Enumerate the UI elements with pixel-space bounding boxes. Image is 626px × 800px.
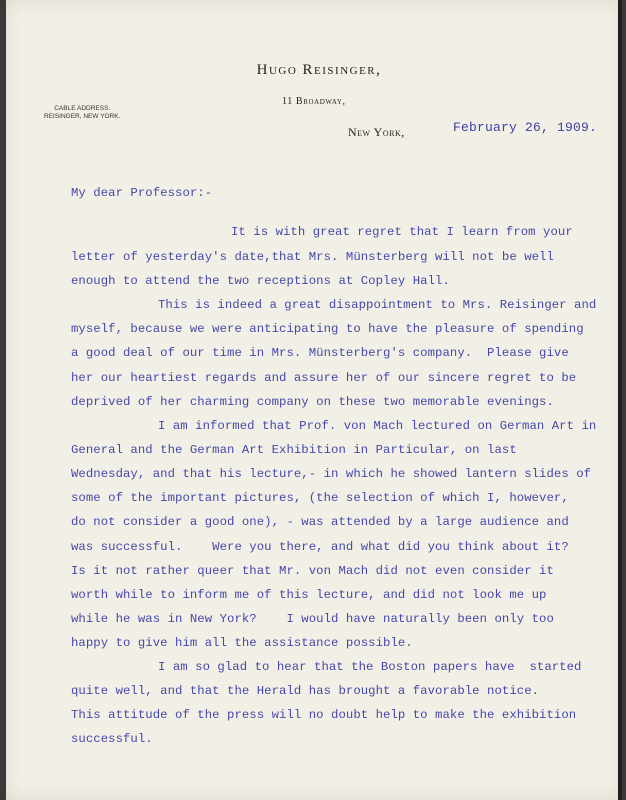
body-line: do not consider a good one), - was attended by a large audience and bbox=[71, 515, 569, 529]
body-line: myself, because we were anticipating to have the pleasure of spending bbox=[71, 322, 584, 336]
body-line: letter of yesterday's date,that Mrs. Münsterberg will not be well bbox=[71, 250, 554, 264]
body-line: worth while to inform me of this lecture, and did not look me up bbox=[71, 588, 547, 602]
body-line: a good deal of our time in Mrs. Münsterberg's company. Please give bbox=[71, 346, 569, 360]
body-line: Is it not rather queer that Mr. von Mach did not even consider it bbox=[71, 564, 554, 578]
salutation: My dear Professor:- bbox=[71, 186, 213, 200]
body-line: Wednesday, and that his lecture,- in which he showed lantern slides of bbox=[71, 467, 592, 481]
body-line: quite well, and that the Herald has brought a favorable notice. bbox=[71, 684, 540, 698]
letterhead-name: Hugo Reisinger, bbox=[256, 62, 382, 78]
body-line: It is with great regret that I learn from your bbox=[231, 225, 573, 239]
letter-page bbox=[6, 0, 622, 800]
body-line: while he was in New York? I would have naturally been only too bbox=[71, 612, 554, 626]
body-line: enough to attend the two receptions at Copley Hall. bbox=[71, 274, 450, 288]
body-line: happy to give him all the assistance possible. bbox=[71, 636, 413, 650]
body-line: was successful. Were you there, and what did you think about it? bbox=[71, 540, 569, 554]
body-line: I am so glad to hear that the Boston papers have started bbox=[158, 660, 582, 674]
body-line: General and the German Art Exhibition in Particular, on last bbox=[71, 443, 517, 457]
letterhead-city: New York, bbox=[348, 125, 405, 139]
letter-date: February 26, 1909. bbox=[453, 120, 598, 135]
body-line: This is indeed a great disappointment to Mrs. Reisinger and bbox=[158, 298, 597, 312]
cable-address-value: REISINGER, NEW YORK. bbox=[44, 113, 121, 120]
cable-address-label: CABLE ADDRESS. bbox=[54, 105, 111, 112]
body-line: This attitude of the press will no doubt help to make the exhibition bbox=[71, 708, 577, 722]
cable-address bbox=[44, 105, 120, 121]
body-line: I am informed that Prof. von Mach lectured on German Art in bbox=[158, 419, 597, 433]
body-line: deprived of her charming company on these two memorable evenings. bbox=[71, 395, 554, 409]
body-line: successful. bbox=[71, 732, 153, 746]
page-edge bbox=[618, 0, 622, 800]
body-line: some of the important pictures, (the selection of which I, however, bbox=[71, 491, 569, 505]
letterhead-address: 11 Broadway, bbox=[282, 96, 346, 107]
body-line: her our heartiest regards and assure her of our sincere regret to be bbox=[71, 371, 577, 385]
